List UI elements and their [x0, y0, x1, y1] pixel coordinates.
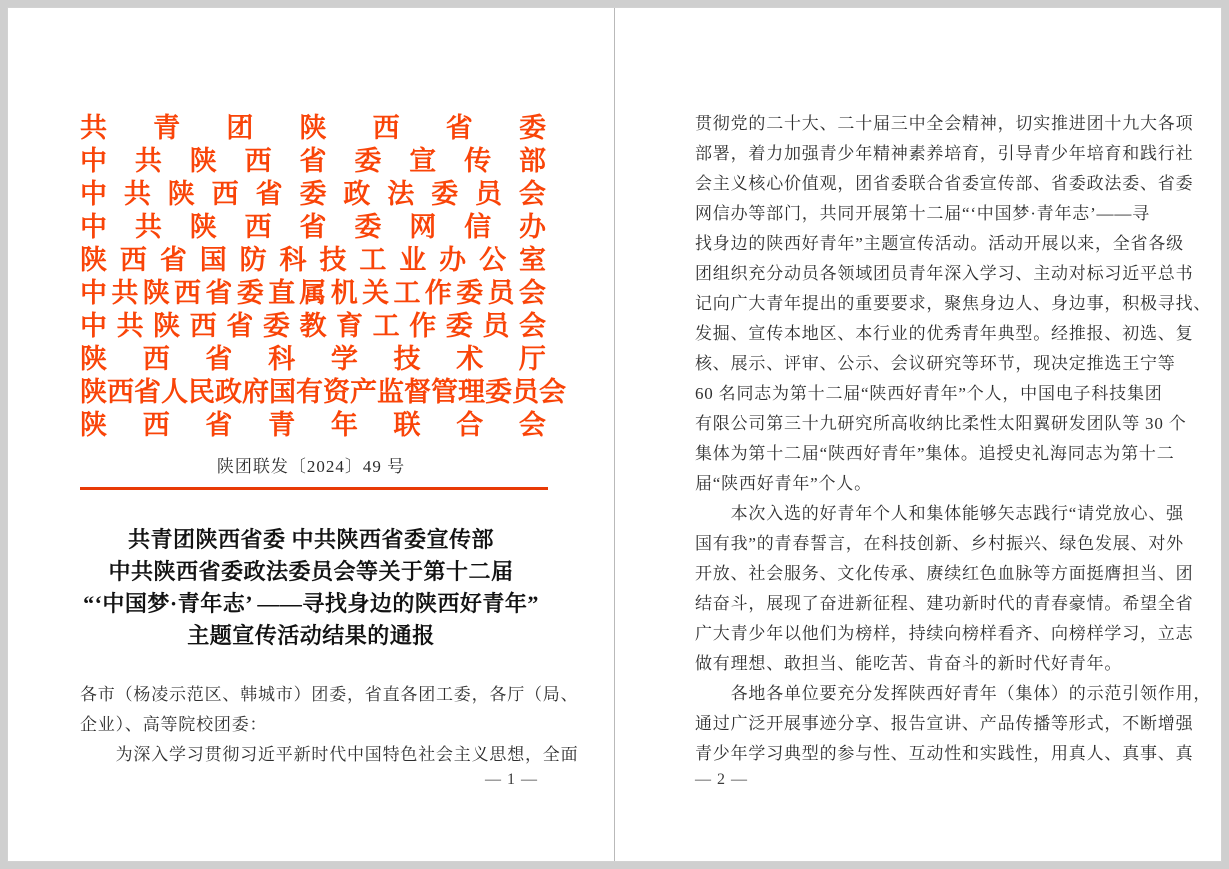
body-line: 结奋斗，展现了奋进新征程、建功新时代的青春豪情。希望全省 — [695, 594, 1194, 613]
body-line: 记向广大青年提出的重要要求，聚焦身边人、身边事，积极寻找、 — [695, 294, 1212, 313]
page-number-1: — 1 — — [485, 771, 538, 788]
body-line: 会主义核心价值观，团省委联合省委宣传部、省委政法委、省委 — [695, 174, 1194, 193]
body-line: 核、展示、评审、公示、会议研究等环节，现决定推选王宁等 — [695, 354, 1176, 373]
agency-line: 中 共 陕 西 省 委 教 育 工 作 委 员 会 — [80, 311, 546, 341]
body-text-page-2 — [695, 109, 1212, 769]
agency-header — [80, 109, 566, 440]
document-spread — [7, 7, 1222, 862]
title-line: “‘中国梦·青年志’ ——寻找身边的陕西好青年” — [83, 591, 539, 616]
title-line: 中共陕西省委政法委员会等关于第十二届 — [108, 559, 514, 584]
body-line: 各地各单位要充分发挥陕西好青年（集体）的示范引领作用， — [695, 684, 1212, 703]
body-line: 通过广泛开展事迹分享、报告宣讲、产品传播等形式，不断增强 — [695, 714, 1194, 733]
agency-line: 中 共 陕 西 省 委 网 信 办 — [80, 212, 546, 242]
body-line: 各市（杨凌示范区、韩城市）团委，省直各团工委，各厅（局、 — [80, 685, 579, 704]
document-title — [32, 524, 590, 652]
body-line: 团组织充分动员各领域团员青年深入学习、主动对标习近平总书 — [695, 264, 1194, 283]
red-separator-rule — [80, 487, 548, 490]
body-line: 网信办等部门，共同开展第十二届“‘中国梦·青年志’——寻 — [695, 204, 1150, 223]
body-line: 发掘、宣传本地区、本行业的优秀青年典型。经推报、初选、复 — [695, 324, 1194, 343]
page-number-2: — 2 — — [695, 771, 748, 788]
agency-line: 中 共 陕 西 省 委 政 法 委 员 会 — [80, 179, 546, 209]
body-line: 开放、社会服务、文化传承、赓续红色血脉等方面挺膺担当、团 — [695, 564, 1194, 583]
body-line: 本次入选的好青年个人和集体能够矢志践行“请党放心、强 — [695, 504, 1184, 523]
page-1 — [8, 8, 614, 861]
body-line: 企业）、高等院校团委： — [80, 715, 268, 734]
agency-line: 共 青 团 陕 西 省 委 — [80, 113, 546, 143]
agency-line: 中 共 陕 西 省 委 宣 传 部 — [80, 146, 546, 176]
salutation-and-body — [80, 680, 579, 770]
body-line: 青少年学习典型的参与性、互动性和实践性，用真人、真事、真 — [695, 744, 1194, 763]
body-line: 广大青少年以他们为榜样，持续向榜样看齐、向榜样学习，立志 — [695, 624, 1194, 643]
body-line: 找身边的陕西好青年”主题宣传活动。活动开展以来，全省各级 — [695, 234, 1184, 253]
agency-line: 中 共 陕 西 省 委 直 属 机 关 工 作 委 员 会 — [80, 278, 546, 308]
agency-line: 陕 西 省 人 民 政 府 国 有 资 产 监 督 管 理 委 员 会 — [80, 377, 566, 407]
body-line: 60 名同志为第十二届“陕西好青年”个人，中国电子科技集团 — [695, 384, 1163, 403]
doc-number: 陕团联发〔2024〕49 号 — [216, 457, 406, 476]
body-line: 为深入学习贯彻习近平新时代中国特色社会主义思想，全面 — [80, 745, 579, 764]
body-line: 集体为第十二届“陕西好青年”集体。追授史礼海同志为第十二 — [695, 444, 1175, 463]
title-line: 主题宣传活动结果的通报 — [187, 623, 435, 648]
page-2 — [615, 8, 1221, 861]
body-line: 届“陕西好青年”个人。 — [695, 474, 872, 493]
agency-line: 陕 西 省 青 年 联 合 会 — [80, 410, 546, 440]
agency-line: 陕 西 省 国 防 科 技 工 业 办 公 室 — [80, 245, 546, 275]
body-line: 贯彻党的二十大、二十届三中全会精神，切实推进团十九大各项 — [695, 114, 1194, 133]
title-line: 共青团陕西省委 中共陕西省委宣传部 — [127, 527, 494, 552]
body-line: 有限公司第三十九研究所高收纳比柔性太阳翼研发团队等 30 个 — [695, 414, 1187, 433]
agency-line: 陕 西 省 科 学 技 术 厅 — [80, 344, 546, 374]
body-line: 部署，着力加强青少年精神素养培育，引导青少年培育和践行社 — [695, 144, 1194, 163]
body-line: 做有理想、敢担当、能吃苦、肯奋斗的新时代好青年。 — [695, 654, 1123, 673]
body-line: 国有我”的青春誓言，在科技创新、乡村振兴、绿色发展、对外 — [695, 534, 1184, 553]
